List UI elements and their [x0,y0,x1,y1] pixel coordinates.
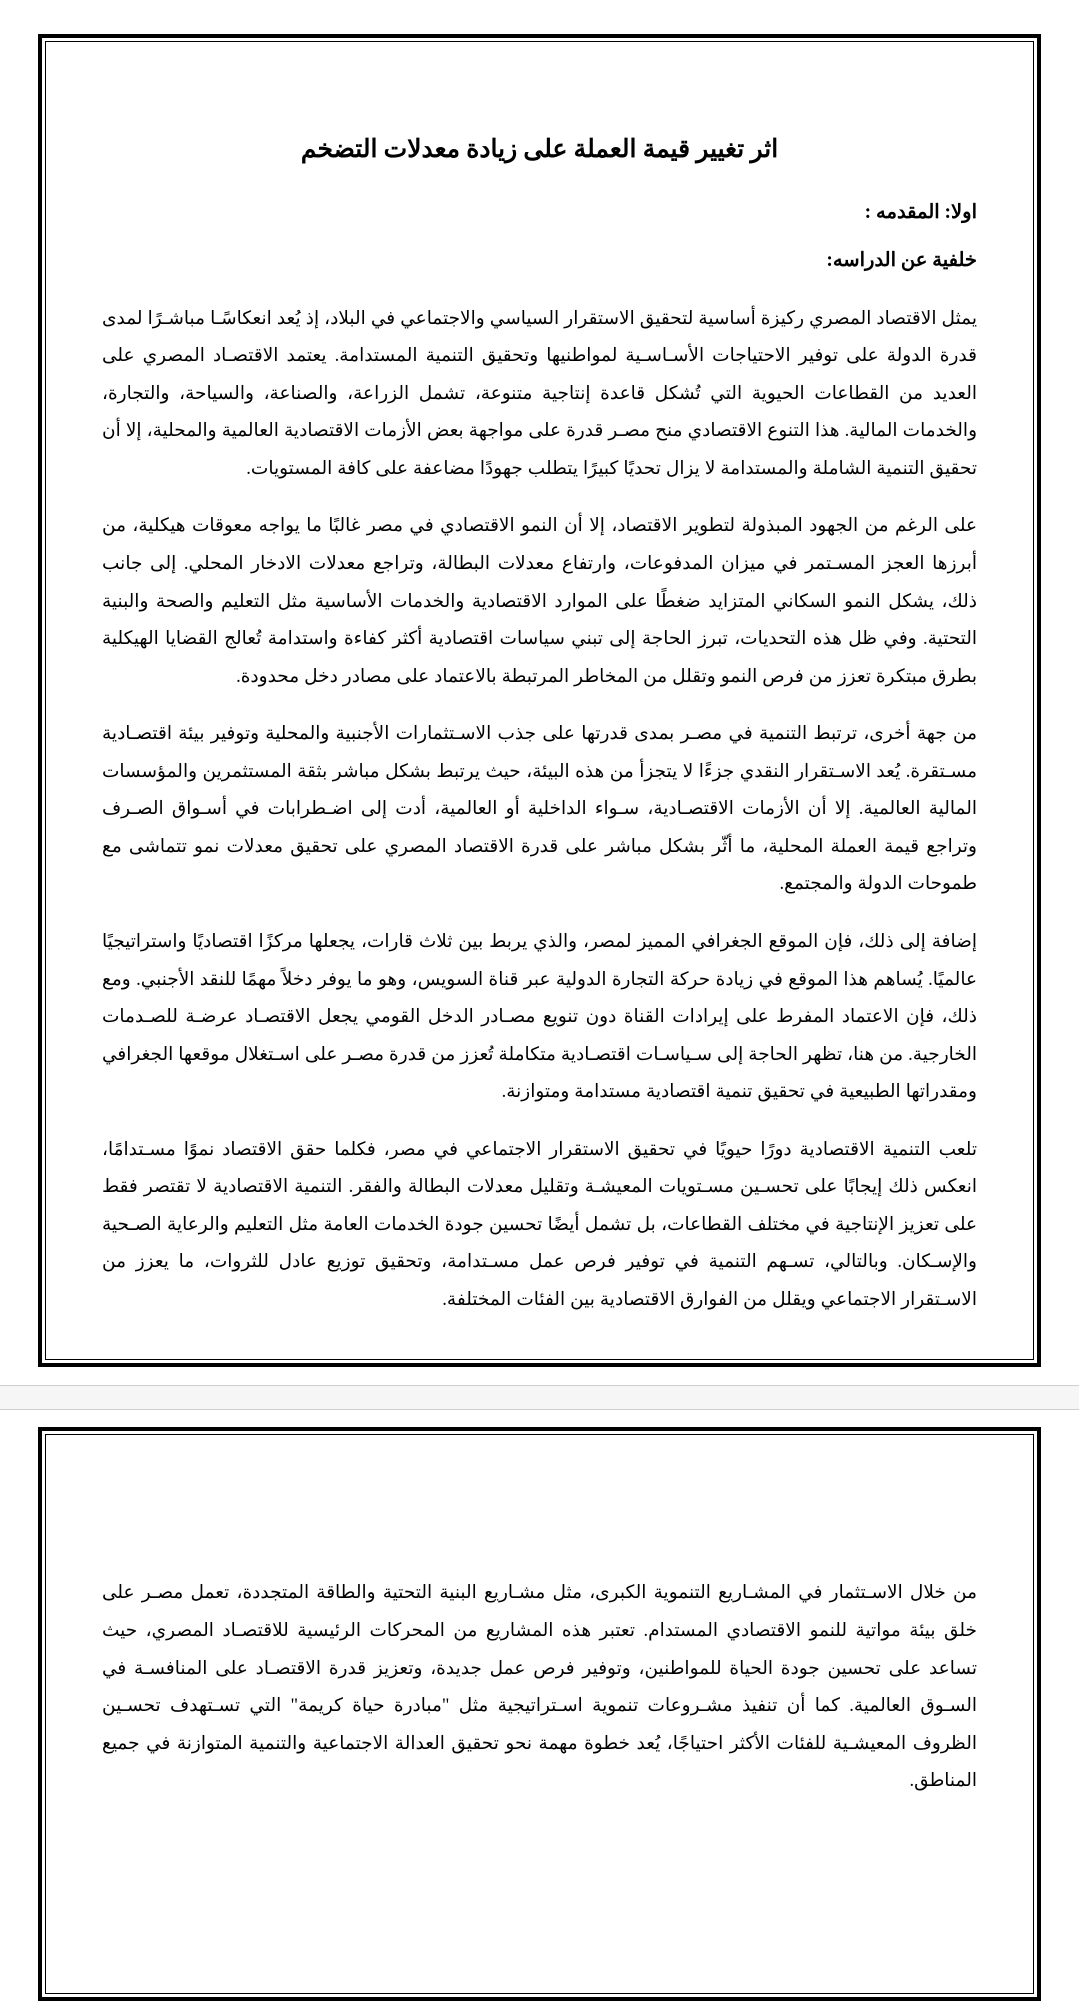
page-1-content-area [45,41,1034,1360]
page-separator-band [0,1386,1079,1409]
page-separator [0,1367,1079,1427]
document-page-2 [38,1427,1041,2001]
paragraph: من جهة أخرى، ترتبط التنمية في مصـر بمدى قدرتها على جذب الاسـتثمارات الأجنبية والمحلية وتوفير بيئة اقتصـادية مسـتقرة. يُعد الاسـتقرار النقدي جزءًا لا يتجزأ من هذه البيئة، حيث يرتبط بشكل مباشر بثقة المستثمرين والمؤسسات المالية العالمية. إلا أن الأزمات الاقتصـادية، سـواء الداخلية أو العالمية، أدت إلى اضـطرابات في أسـواق الصـرف وتراجع قيمة العملة المحلية، ما أثّر بشكل مباشر على قدرة الاقتصاد المصري على تحقيق معدلات نمو تتماشى مع طموحات الدولة والمجتمع. [102,724,977,895]
top-spacer [0,0,1079,34]
paragraph: يمثل الاقتصاد المصري ركيزة أساسية لتحقيق الاستقرار السياسي والاجتماعي في البلاد، إذ يُعد انعكاسًـا مباشـرًا لمدى قدرة الدولة على توفير الاحتياجات الأسـاسـية لمواطنيها وتحقيق التنمية المستدامة. يعتمد الاقتصـاد المصري على العديد من القطاعات الحيوية التي تُشكل قاعدة إنتاجية متنوعة، تشمل الزراعة، والصناعة، والسياحة، والتجارة، والخدمات المالية. هذا التنوع الاقتصادي منح مصـر قدرة على مواجهة بعض الأزمات الاقتصادية العالمية والمحلية، إلا أن تحقيق التنمية الشاملة والمستدامة لا يزال تحديًا كبيرًا يتطلب جهودًا مضاعفة على كافة المستويات. [102,308,977,479]
page-2-content-area [45,1434,1034,1994]
paragraph: على الرغم من الجهود المبذولة لتطوير الاقتصاد، إلا أن النمو الاقتصادي في مصر غالبًا ما يواجه معوقات هيكلية، من أبرزها العجز المسـتمر في ميزان المدفوعات، وارتفاع معدلات البطالة، وتراجع معدلات الادخار المحلي. إلى جانب ذلك، يشكل النمو السكاني المتزايد ضغطًا على الموارد الاقتصادية والخدمات الأساسية مثل التعليم والصحة والبنية التحتية. وفي ظل هذه التحديات، تبرز الحاجة إلى تبني سياسات اقتصادية أكثر كفاءة واستدامة تُعالج القضايا الهيكلية بطرق مبتكرة تعزز من فرص النمو وتقلل من المخاطر المرتبطة بالاعتماد على مصادر دخل محدودة. [102,516,977,687]
page-title: اثر تغيير قيمة العملة على زيادة معدلات التضخم [300,136,779,163]
paragraph: من خلال الاسـتثمار في المشـاريع التنموية الكبرى، مثل مشـاريع البنية التحتية والطاقة المتجددة، تعمل مصـر على خلق بيئة مواتية للنمو الاقتصادي المستدام. تعتبر هذه المشاريع من المحركات الرئيسية للاقتصـاد المصري، حيث تساعد على تحسين جودة الحياة للمواطنين، وتوفير فرص عمل جديدة، وتعزيز قدرة الاقتصـاد على المنافسـة في السـوق العالمية. كما أن تنفيذ مشـروعات تنموية اسـتراتيجية مثل "مبادرة حياة كريمة" التي تسـتهدف تحسـين الظروف المعيشـية للفئات الأكثر احتياجًا، يُعد خطوة مهمة نحو تحقيق العدالة الاجتماعية والتنمية المتوازنة في جميع المناطق. [102,1583,977,1792]
heading-background: خلفية عن الدراسه: [826,249,977,271]
paragraph: تلعب التنمية الاقتصادية دورًا حيويًا في تحقيق الاستقرار الاجتماعي في مصر، فكلما حقق الاقتصاد نموًا مسـتدامًا، انعكس ذلك إيجابًا على تحسـين مسـتويات المعيشـة وتقليل معدلات البطالة والفقر. التنمية الاقتصادية لا تقتصر فقط على تعزيز الإنتاجية في مختلف القطاعات، بل تشمل أيضًا تحسين جودة الخدمات العامة مثل التعليم والرعاية الصـحية والإسـكان. وبالتالي، تسـهم التنمية في توفير فرص عمل مسـتدامة، وتحقيق توزيع عادل للثروات، ما يعزز من الاسـتقرار الاجتماعي ويقلل من الفوارق الاقتصادية بين الفئات المختلفة. [102,1139,977,1310]
heading-section-one: اولا: المقدمه : [864,202,977,224]
paragraph: إضافة إلى ذلك، فإن الموقع الجغرافي المميز لمصر، والذي يربط بين ثلاث قارات، يجعلها مركزًا اقتصاديًا واستراتيجيًا عالميًا. يُساهم هذا الموقع في زيادة حركة التجارة الدولية عبر قناة السويس، وهو ما يوفر دخلاً مهمًا للنقد الأجنبي. ومع ذلك، فإن الاعتماد المفرط على إيرادات القناة دون تنويع مصـادر الدخل القومي يجعل الاقتصـاد عرضـة للصـدمات الخارجية. من هنا، تظهر الحاجة إلى سـياسـات اقتصـادية متكاملة تُعزز من قدرة مصـر على اسـتغلال موقعها الجغرافي ومقدراتها الطبيعية في تحقيق تنمية اقتصادية مستدامة ومتوازنة. [102,931,977,1103]
document-page-1 [38,34,1041,1367]
